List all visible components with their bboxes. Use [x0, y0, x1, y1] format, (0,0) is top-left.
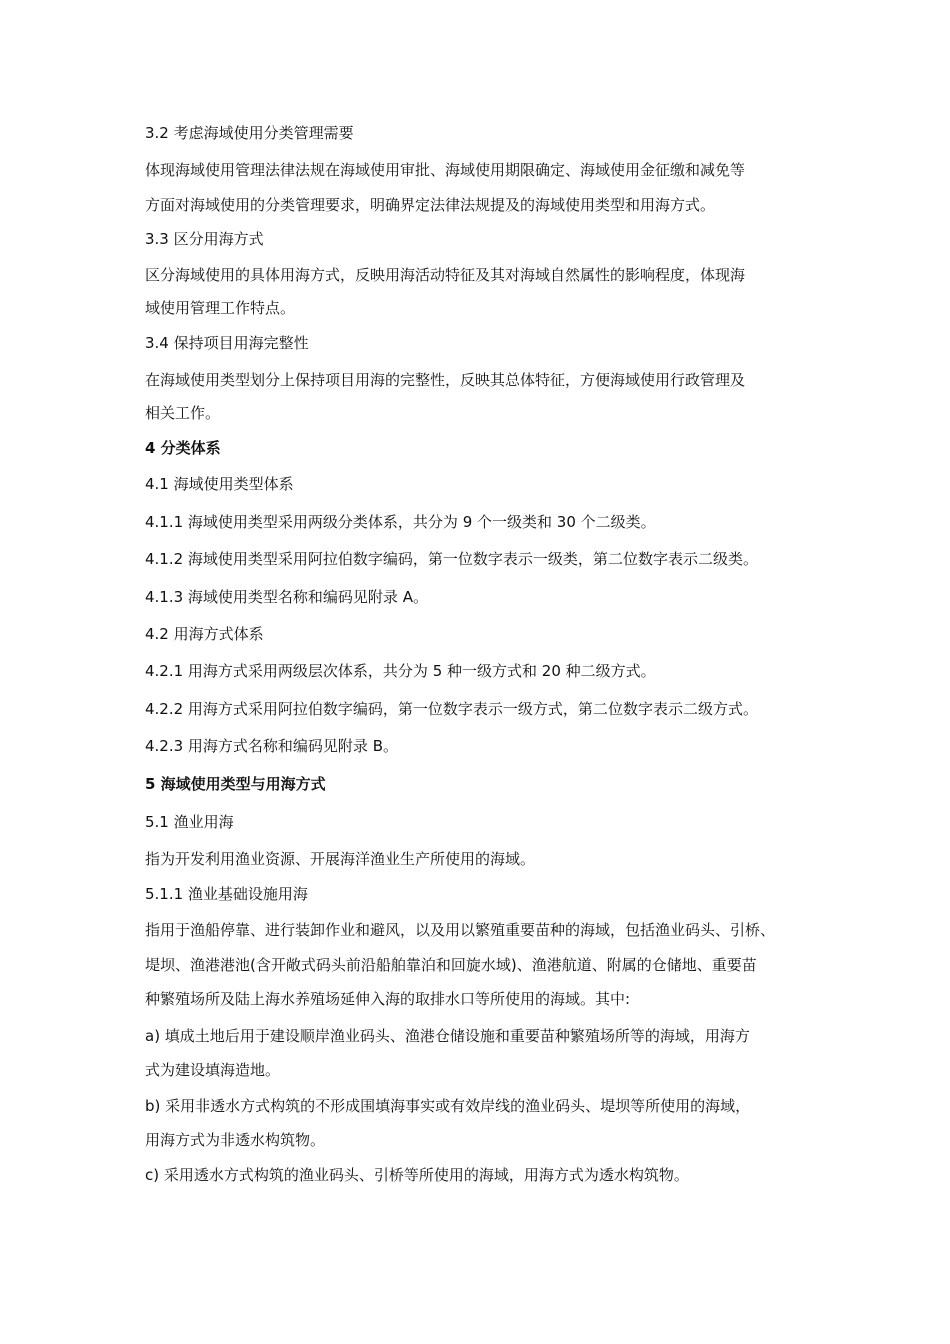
- paragraph-line: 4.1.2 海域使用类型采用阿拉伯数字编码，第一位数字表示一级类，第二位数字表示二级类。: [145, 550, 758, 568]
- chapter-heading: 5 海域使用类型与用海方式: [145, 775, 326, 793]
- paragraph-line: c) 采用透水方式构筑的渔业码头、引桥等所使用的海域，用海方式为透水构筑物。: [145, 1166, 689, 1184]
- paragraph-line: 体现海域使用管理法律法规在海域使用审批、海域使用期限确定、海域使用金征缴和减免等: [145, 161, 746, 179]
- paragraph-line: 相关工作。: [145, 404, 221, 422]
- section-heading: 4.2 用海方式体系: [145, 625, 264, 643]
- paragraph-line: 4.1.3 海域使用类型名称和编码见附录 A。: [145, 588, 428, 606]
- paragraph-line: 区分海域使用的具体用海方式，反映用海活动特征及其对海域自然属性的影响程度，体现海: [145, 266, 746, 284]
- paragraph-line: 域使用管理工作特点。: [145, 299, 296, 317]
- paragraph-line: 在海域使用类型划分上保持项目用海的完整性，反映其总体特征，方便海域使用行政管理及: [145, 371, 746, 389]
- paragraph-line: 4.2.3 用海方式名称和编码见附录 B。: [145, 737, 398, 755]
- paragraph-line: 用海方式为非透水构筑物。: [145, 1131, 326, 1149]
- section-heading: 3.3 区分用海方式: [145, 230, 264, 248]
- paragraph-line: 4.2.2 用海方式采用阿拉伯数字编码，第一位数字表示一级方式，第二位数字表示二级方式。: [145, 700, 758, 718]
- paragraph-line: 4.2.1 用海方式采用两级层次体系，共分为 5 种一级方式和 20 种二级方式。: [145, 662, 656, 680]
- paragraph-line: 指为开发利用渔业资源、开展海洋渔业生产所使用的海域。: [145, 850, 536, 868]
- section-heading: 3.2 考虑海域使用分类管理需要: [145, 124, 354, 142]
- paragraph-line: 种繁殖场所及陆上海水养殖场延伸入海的取排水口等所使用的海域。其中:: [145, 990, 631, 1008]
- section-heading: 3.4 保持项目用海完整性: [145, 334, 309, 352]
- paragraph-line: 堤坝、渔港港池(含开敞式码头前沿船舶靠泊和回旋水域)、渔港航道、附属的仓储地、重要苗: [145, 956, 757, 974]
- section-heading: 5.1 渔业用海: [145, 813, 234, 831]
- section-heading: 4.1 海域使用类型体系: [145, 475, 294, 493]
- paragraph-line: 方面对海域使用的分类管理要求，明确界定法律法规提及的海域使用类型和用海方式。: [145, 196, 716, 214]
- section-heading: 5.1.1 渔业基础设施用海: [145, 885, 308, 903]
- paragraph-line: 指用于渔船停靠、进行装卸作业和避风，以及用以繁殖重要苗种的海域，包括渔业码头、引桥、: [145, 921, 776, 939]
- paragraph-line: b) 采用非透水方式构筑的不形成围填海事实或有效岸线的渔业码头、堤坝等所使用的海域，: [145, 1097, 751, 1115]
- paragraph-line: a) 填成土地后用于建设顺岸渔业码头、渔港仓储设施和重要苗种繁殖场所等的海域，用海方: [145, 1027, 750, 1045]
- paragraph-line: 式为建设填海造地。: [145, 1061, 281, 1079]
- paragraph-line: 4.1.1 海域使用类型采用两级分类体系，共分为 9 个一级类和 30 个二级类。: [145, 513, 656, 531]
- chapter-heading: 4 分类体系: [145, 439, 221, 457]
